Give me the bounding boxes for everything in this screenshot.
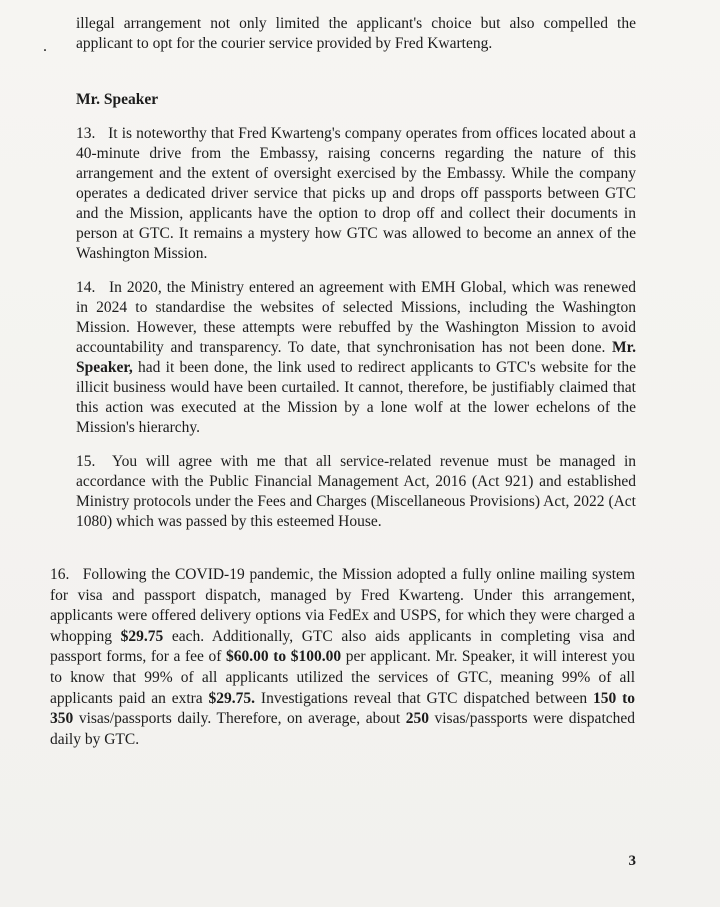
paragraph-text: visas/passports were dispatched daily by GTC.	[50, 710, 636, 748]
paragraph-15	[76, 452, 636, 532]
bold-amount: 250	[405, 710, 429, 728]
paragraph-number: 13.	[76, 125, 96, 142]
paragraph-text: per applicant. Mr. Speaker, it will interest you to know that 99% of all applicants utilized the services of GTC, meaning 99% of all applicants paid an extra	[50, 648, 636, 707]
bold-phrase: Mr. Speaker,	[76, 339, 637, 376]
paragraph-text: had it been done, the link used to redirect applicants to GTC's website for the illicit business would have been curtailed. It cannot, therefore, be justifiably claimed that this action was executed at the Mission by a lone wolf at the lower echelons of the Mission's hierarchy.	[76, 359, 636, 436]
margin-mark: .	[43, 38, 47, 55]
document-body	[76, 14, 636, 546]
bold-amount: $29.75	[120, 627, 164, 645]
paragraph-text: Investigations reveal that GTC dispatched between	[260, 689, 588, 707]
bold-amount: $29.75.	[208, 689, 256, 707]
bold-amount: 150 to 350	[50, 689, 636, 728]
intro-paragraph: illegal arrangement not only limited the applicant's choice but also compelled the applicant to opt for the courier service provided by Fred Kwarteng.	[76, 15, 636, 52]
paragraph-13	[76, 124, 636, 264]
paragraph-16	[50, 565, 635, 750]
page-number: 3	[628, 853, 636, 869]
paragraph-text: You will agree with me that all service-related revenue must be managed in accordance with the Public Financial Management Act, 2016 (Act 921) and established Ministry protocols under the Fees and Charges (Miscellaneous Provisions) Act, 2022 (Act 1080) which was passed by this esteemed House.	[76, 453, 636, 530]
paragraph-text: visas/passports daily. Therefore, on average, about	[78, 710, 401, 728]
paragraph-text: It is noteworthy that Fred Kwarteng's company operates from offices located about a 40-minute drive from the Embassy, raising concerns regarding the nature of this arrangement and the extent of oversight exercised by the Embassy. While the company operates a dedicated driver service that picks up and drops off passports between GTC and the Mission, applicants have the option to drop off and collect their documents in person at GTC. It remains a mystery how GTC was allowed to become an annex of the Washington Mission.	[76, 125, 637, 262]
paragraph-text: Following the COVID-19 pandemic, the Mission adopted a fully online mailing system for visa and passport dispatch, managed by Fred Kwarteng. Under this arrangement, applicants were offered delivery options via FedEx and USPS, for which they were charged a whopping	[50, 566, 635, 645]
speaker-heading: Mr. Speaker	[76, 91, 159, 108]
paragraph-number: 16.	[50, 566, 70, 583]
paragraph-text: each. Additionally, GTC also aids applicants in completing visa and passport forms, for a fee of	[50, 627, 635, 666]
paragraph-text: In 2020, the Ministry entered an agreement with EMH Global, which was renewed in 2024 to standardise the websites of selected Missions, including the Washington Mission. However, these attempts were rebuffed by the Washington Mission to avoid accountability and transparency. To date, that synchronisation has not been done.	[76, 279, 637, 356]
paragraph-14	[76, 278, 636, 438]
bold-amount: $60.00 to $100.00	[226, 648, 342, 666]
paragraph-number: 15.	[76, 453, 96, 470]
paragraph-number: 14.	[76, 279, 96, 296]
